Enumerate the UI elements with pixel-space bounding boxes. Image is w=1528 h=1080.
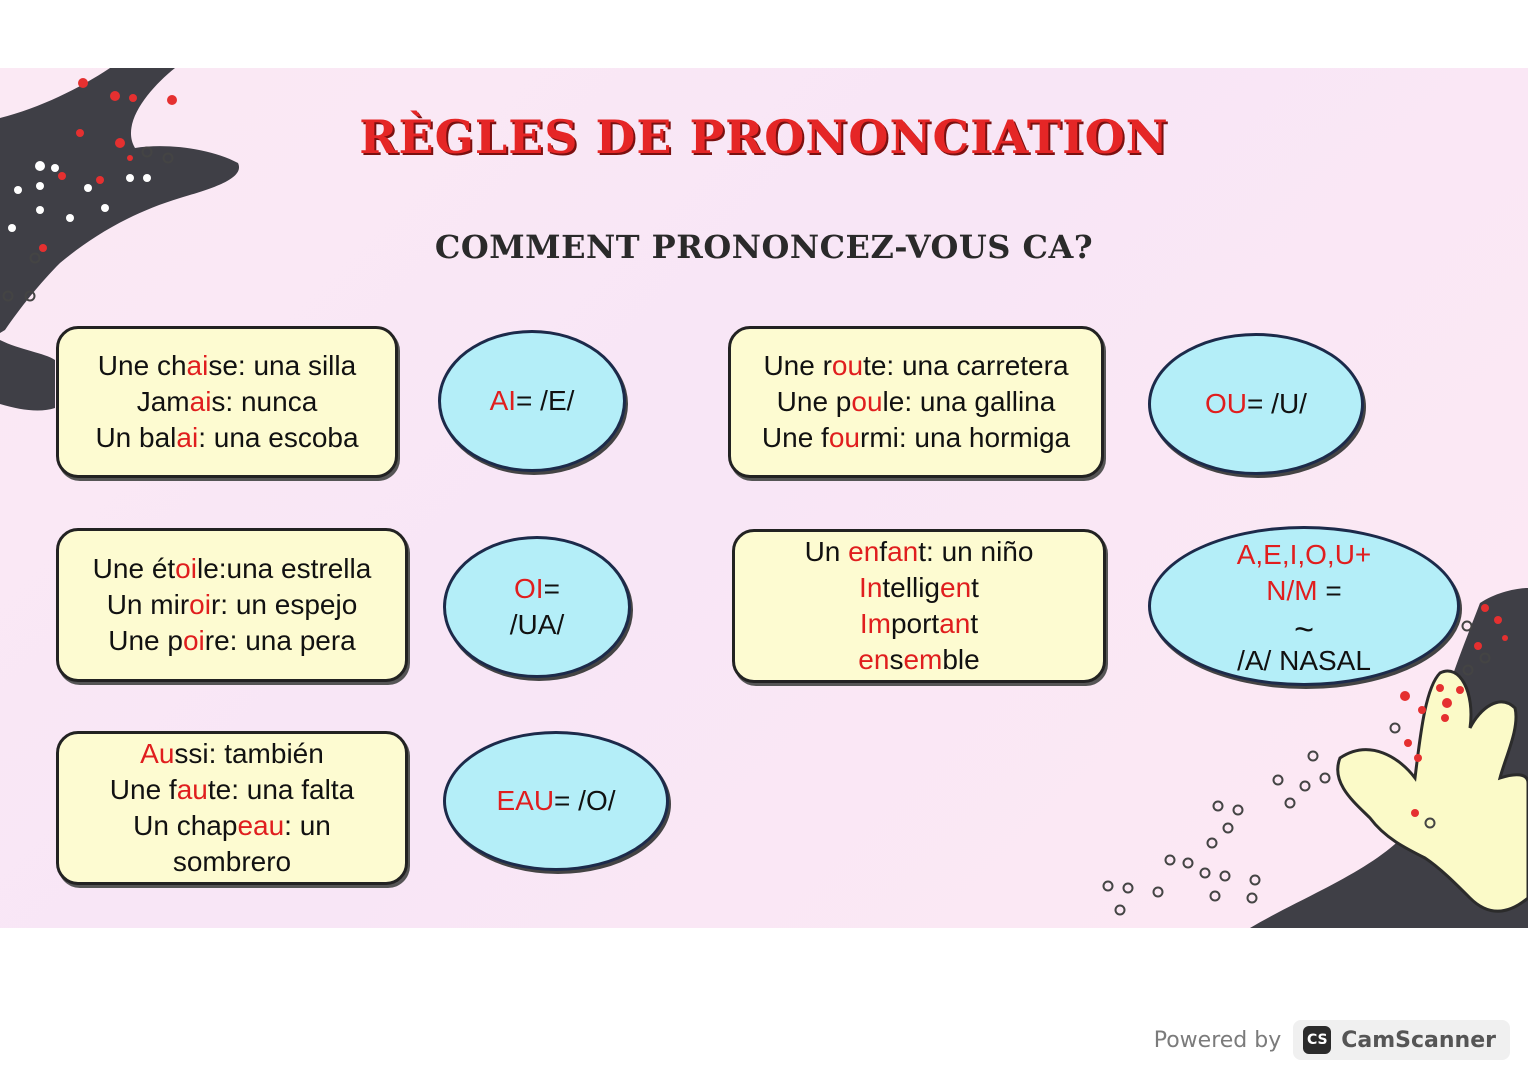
text-line: AI= /E/: [489, 385, 575, 416]
text-line: Un enfant: un niño: [804, 536, 1034, 567]
text-line: Une fourmi: una hormiga: [761, 422, 1071, 453]
sound-oval-ai: [438, 330, 626, 472]
left-dark-blob: [0, 340, 55, 411]
nasal-sound-label: /A/ NASAL: [1237, 645, 1371, 676]
tilde-mark: ~: [1294, 611, 1314, 649]
page-subtitle: COMMENT PRONONCEZ-VOUS CA?: [434, 228, 1094, 266]
text-line: Un miroir: un espejo: [106, 589, 358, 620]
text-line: Important: [859, 608, 979, 639]
examples-card-ou: [728, 326, 1104, 478]
text-line: Intelligent: [859, 572, 979, 603]
examples-card-oi: [56, 528, 408, 682]
nasal-rule-text: [1237, 537, 1372, 609]
text-line: Une faute: una falta: [109, 774, 355, 805]
sound-oval-eau: [443, 731, 669, 871]
sound-oval-oi: [443, 536, 631, 678]
text-line: ensemble: [858, 644, 980, 675]
sound-oval-ou: [1148, 333, 1364, 475]
examples-card-nasal: [732, 529, 1106, 683]
sound-oval-nasal: [1148, 526, 1460, 686]
text-line: Aussi: también: [140, 738, 324, 769]
camscanner-watermark: [1154, 1016, 1510, 1064]
examples-card-ai: [56, 326, 398, 478]
camscanner-badge: [1293, 1020, 1510, 1060]
camscanner-brand: CamScanner: [1341, 1027, 1496, 1053]
text-line: Une poule: una gallina: [776, 386, 1056, 417]
text-line: Une route: una carretera: [763, 350, 1069, 381]
text-line: OI=: [514, 573, 560, 604]
text-line: Un balai: una escoba: [95, 422, 359, 453]
text-line: Une étoile:una estrella: [92, 553, 372, 584]
text-line: Une chaise: una silla: [97, 350, 357, 381]
slide: [0, 68, 1528, 928]
text-line: Jamais: nunca: [136, 386, 318, 417]
powered-by-text: Powered by: [1153, 1027, 1282, 1053]
text-line: /UA/: [509, 609, 565, 640]
text-line: EAU= /O/: [496, 785, 616, 816]
text-line: sombrero: [172, 846, 292, 877]
page-title: RÈGLES DE PRONONCIATION: [359, 110, 1169, 164]
top-left-dark-blob: [0, 68, 239, 333]
examples-card-eau: [56, 731, 408, 885]
camscanner-logo-icon: CS: [1303, 1026, 1331, 1054]
text-line: Une poire: una pera: [108, 625, 356, 656]
text-line: OU= /U/: [1205, 388, 1307, 419]
text-line: N/M =: [1266, 575, 1342, 606]
text-line: A,E,I,O,U+: [1236, 539, 1372, 570]
text-line: Un chapeau: un: [133, 810, 331, 841]
